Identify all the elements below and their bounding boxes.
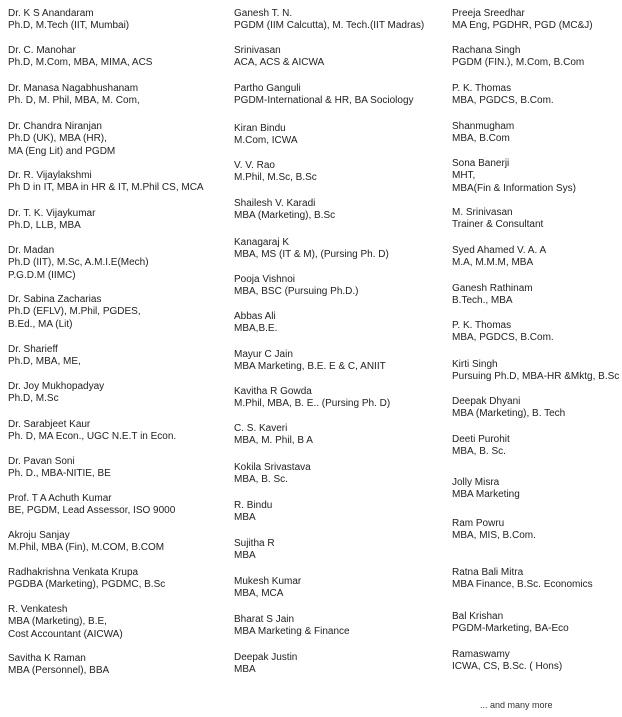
faculty-qualification: MA Eng, PGDHR, PGD (MC&J) [452, 20, 593, 32]
faculty-entry [452, 45, 584, 70]
faculty-entry [8, 381, 104, 406]
faculty-qualification: PGDBA (Marketing), PGDMC, B.Sc [8, 579, 166, 591]
faculty-entry [234, 423, 313, 448]
faculty-name: Ganesh Rathinam [452, 283, 533, 294]
faculty-entry [234, 576, 301, 601]
faculty-name: Dr. Joy Mukhopadyay [8, 381, 105, 392]
faculty-entry [234, 237, 389, 262]
faculty-qualification: B.Tech., MBA [452, 295, 513, 307]
faculty-qualification: M.Com, ICWA [234, 135, 298, 147]
faculty-qualification: M.Phil, MBA, B. E.. (Pursing Ph. D) [234, 398, 391, 410]
faculty-entry [452, 518, 536, 543]
faculty-name: M. Srinivasan [452, 207, 513, 218]
faculty-qualification: MBA [234, 550, 256, 562]
faculty-entry [234, 83, 414, 108]
faculty-name: Preeja Sreedhar [452, 8, 525, 19]
faculty-qualification: MBA (Personnel), BBA [8, 665, 110, 677]
faculty-qualification: P.G.D.M (IIMC) [8, 269, 76, 281]
faculty-entry [234, 45, 324, 70]
faculty-qualification: M.Phil, MBA (Fin), M.COM, B.COM [8, 542, 165, 554]
faculty-entry [234, 160, 317, 185]
faculty-qualification: MBA Finance, B.Sc. Economics [452, 579, 593, 591]
faculty-name: Akroju Sanjay [8, 530, 70, 541]
faculty-qualification: PGDM (FIN.), M.Com, B.Com [452, 57, 585, 69]
faculty-entry [452, 158, 576, 195]
faculty-entry [452, 207, 543, 232]
faculty-entry [8, 83, 140, 108]
faculty-name: Kiran Bindu [234, 123, 286, 134]
faculty-name: Abbas Ali [234, 311, 276, 322]
faculty-name: P. K. Thomas [452, 83, 512, 94]
faculty-qualification: Ph.D, M.Tech (IIT, Mumbai) [8, 20, 130, 32]
faculty-name: R. Venkatesh [8, 604, 68, 615]
faculty-entry [8, 121, 115, 158]
faculty-entry [452, 434, 510, 459]
faculty-qualification: MBA Marketing [452, 489, 520, 501]
faculty-entry [452, 396, 565, 421]
faculty-qualification: MBA, B. Sc. [452, 446, 506, 458]
faculty-entry [452, 121, 514, 146]
faculty-entry [8, 245, 149, 282]
faculty-qualification: Pursuing Ph.D, MBA-HR &Mktg, B.Sc [452, 371, 620, 383]
faculty-qualification: MBA, BSC (Pursuing Ph.D.) [234, 286, 359, 298]
faculty-entry [452, 245, 546, 270]
faculty-qualification: MBA Marketing, B.E. E & C, ANIIT [234, 361, 386, 373]
faculty-name: Ratna Bali Mitra [452, 567, 524, 578]
faculty-qualification: Ph.D (IIT), M.Sc, A.M.I.E(Mech) [8, 257, 149, 269]
faculty-name: R. Bindu [234, 500, 273, 511]
faculty-name: Kirti Singh [452, 359, 498, 370]
faculty-qualification: MBA [234, 512, 256, 524]
faculty-qualification: MHT, [452, 170, 476, 182]
faculty-name: Dr. K S Anandaram [8, 8, 94, 19]
faculty-name: Radhakrishna Venkata Krupa [8, 567, 139, 578]
faculty-name: Deepak Justin [234, 652, 298, 663]
faculty-name: Dr. T. K. Vijaykumar [8, 208, 96, 219]
faculty-qualification: BE, PGDM, Lead Assessor, ISO 9000 [8, 505, 176, 517]
faculty-name: Bharat S Jain [234, 614, 295, 625]
faculty-entry [234, 274, 358, 299]
faculty-entry [8, 170, 204, 195]
faculty-entry [234, 349, 386, 374]
faculty-entry [8, 208, 95, 233]
faculty-name: P. K. Thomas [452, 320, 512, 331]
faculty-entry [8, 344, 81, 369]
faculty-qualification: PGDM (IIM Calcutta), M. Tech.(IIT Madras) [234, 20, 425, 32]
faculty-qualification: Ph.D, M.Sc [8, 393, 59, 405]
faculty-qualification: Trainer & Consultant [452, 219, 544, 231]
faculty-name: Sujitha R [234, 538, 275, 549]
faculty-qualification: MBA, B.Com [452, 133, 510, 145]
faculty-qualification: MBA Marketing & Finance [234, 626, 350, 638]
faculty-entry [452, 83, 554, 108]
faculty-qualification: MBA, PGDCS, B.Com. [452, 332, 554, 344]
faculty-entry [234, 614, 350, 639]
faculty-name: Savitha K Raman [8, 653, 86, 664]
faculty-qualification: PGDM-International & HR, BA Sociology [234, 95, 414, 107]
faculty-name: Jolly Misra [452, 477, 500, 488]
faculty-entry [8, 567, 165, 592]
faculty-entry [234, 652, 297, 677]
faculty-qualification: MBA, MS (IT & M), (Pursing Ph. D) [234, 249, 389, 261]
faculty-qualification: M.A, M.M.M, MBA [452, 257, 534, 269]
faculty-qualification: Ph D in IT, MBA in HR & IT, M.Phil CS, MCA [8, 182, 204, 194]
faculty-name: Kavitha R Gowda [234, 386, 312, 397]
faculty-entry [234, 311, 277, 336]
faculty-name: Shanmugham [452, 121, 515, 132]
faculty-qualification: MBA (Marketing), B.Sc [234, 210, 336, 222]
faculty-qualification: Cost Accountant (AICWA) [8, 628, 123, 640]
faculty-name: Dr. Sarabjeet Kaur [8, 419, 91, 430]
faculty-qualification: Ph. D., MBA-NITIE, BE [8, 468, 111, 480]
faculty-name: Srinivasan [234, 45, 281, 56]
faculty-qualification: ACA, ACS & AICWA [234, 57, 325, 69]
faculty-name: Mayur C Jain [234, 349, 293, 360]
faculty-entry [452, 649, 562, 674]
faculty-entry [234, 386, 390, 411]
faculty-entry [452, 8, 593, 33]
faculty-entry [8, 456, 111, 481]
faculty-name: Dr. C. Manohar [8, 45, 76, 56]
faculty-qualification: PGDM-Marketing, BA-Eco [452, 623, 569, 635]
faculty-name: Dr. Pavan Soni [8, 456, 75, 467]
faculty-qualification: MBA [234, 664, 256, 676]
faculty-qualification: MBA, MCA [234, 588, 284, 600]
faculty-name: Rachana Singh [452, 45, 521, 56]
faculty-entry [8, 493, 175, 518]
faculty-name: Deeti Purohit [452, 434, 510, 445]
faculty-entry [452, 611, 569, 636]
faculty-entry [234, 462, 311, 487]
faculty-entry [8, 294, 141, 331]
faculty-qualification: MBA, PGDCS, B.Com. [452, 95, 554, 107]
faculty-name: Dr. Sabina Zacharias [8, 294, 102, 305]
faculty-entry [234, 198, 335, 223]
faculty-name: Dr. Madan [8, 245, 55, 256]
faculty-qualification: M.Phil, M.Sc, B.Sc [234, 172, 317, 184]
faculty-name: Mukesh Kumar [234, 576, 302, 587]
faculty-entry [8, 530, 164, 555]
faculty-qualification: Ph.D (UK), MBA (HR), [8, 133, 107, 145]
faculty-name: V. V. Rao [234, 160, 275, 171]
faculty-qualification: MBA, M. Phil, B A [234, 435, 313, 447]
faculty-name: Ram Powru [452, 518, 505, 529]
faculty-qualification: Ph. D, MA Econ., UGC N.E.T in Econ. [8, 431, 177, 443]
faculty-qualification: Ph.D, MBA, ME, [8, 356, 81, 368]
faculty-entry [452, 283, 533, 308]
faculty-qualification: MBA (Marketing), B. Tech [452, 408, 566, 420]
faculty-name: Pooja Vishnoi [234, 274, 295, 285]
faculty-entry [8, 419, 176, 444]
faculty-name: Dr. R. Vijaylakshmi [8, 170, 92, 181]
faculty-entry [234, 500, 272, 525]
faculty-entry [234, 8, 424, 33]
faculty-entry [8, 45, 152, 70]
faculty-entry [452, 567, 593, 592]
faculty-entry [452, 320, 554, 345]
faculty-qualification: MBA (Marketing), B.E, [8, 616, 107, 628]
faculty-entry [234, 538, 275, 563]
faculty-name: C. S. Kaveri [234, 423, 288, 434]
faculty-qualification: Ph. D, M. Phil, MBA, M. Com, [8, 95, 140, 107]
faculty-name: Kanagaraj K [234, 237, 290, 248]
faculty-qualification: ICWA, CS, B.Sc. ( Hons) [452, 661, 563, 673]
faculty-qualification: MBA(Fin & Information Sys) [452, 182, 576, 194]
faculty-entry [8, 604, 123, 641]
faculty-name: Syed Ahamed V. A. A [452, 245, 547, 256]
faculty-name: Kokila Srivastava [234, 462, 311, 473]
faculty-entry [234, 123, 298, 148]
faculty-name: Ramaswamy [452, 649, 510, 660]
faculty-name: Bal Krishan [452, 611, 504, 622]
faculty-name: Dr. Manasa Nagabhushanam [8, 83, 139, 94]
faculty-name: Ganesh T. N. [234, 8, 293, 19]
faculty-qualification: MBA, MIS, B.Com. [452, 530, 536, 542]
faculty-name: Prof. T A Achuth Kumar [8, 493, 112, 504]
faculty-entry [452, 359, 619, 384]
faculty-entry [8, 8, 129, 33]
faculty-qualification: MBA, B. Sc. [234, 474, 288, 486]
faculty-entry [452, 477, 520, 502]
faculty-name: Sona Banerji [452, 158, 510, 169]
faculty-qualification: Ph.D, LLB, MBA [8, 220, 81, 232]
faculty-qualification: Ph.D, M.Com, MBA, MIMA, ACS [8, 57, 153, 69]
and-many-more-note: ... and many more [480, 700, 553, 710]
faculty-qualification: MBA,B.E. [234, 323, 278, 335]
faculty-name: Dr. Chandra Niranjan [8, 121, 102, 132]
faculty-qualification: MA (Eng Lit) and PGDM [8, 145, 116, 157]
faculty-name: Dr. Sharieff [8, 344, 58, 355]
faculty-name: Partho Ganguli [234, 83, 301, 94]
faculty-name: Shailesh V. Karadi [234, 198, 316, 209]
faculty-qualification: B.Ed., MA (Lit) [8, 318, 73, 330]
faculty-entry [8, 653, 109, 678]
faculty-qualification: Ph.D (EFLV), M.Phil, PGDES, [8, 306, 141, 318]
faculty-name: Deepak Dhyani [452, 396, 521, 407]
